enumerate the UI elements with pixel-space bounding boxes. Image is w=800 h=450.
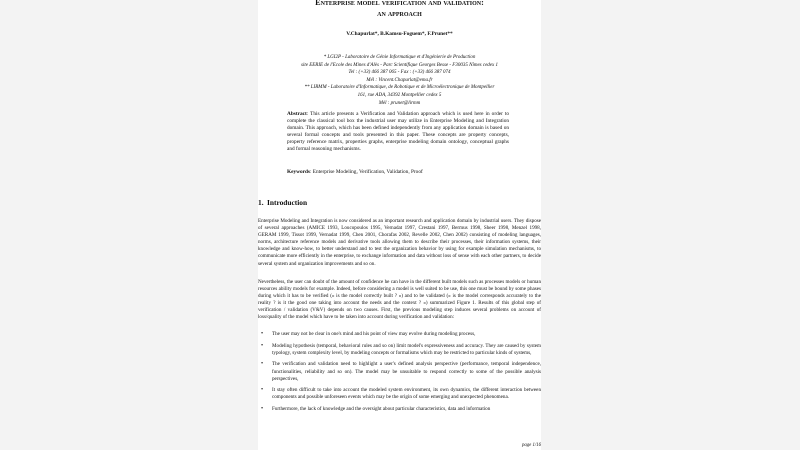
affiliation-line: * LGI2P - Laboratoire de Génie Informatique et d'Ingénierie de Production — [323, 55, 476, 60]
section-title: Introduction — [267, 198, 308, 207]
abstract — [287, 111, 509, 154]
abstract-label: Abstract — [287, 111, 307, 117]
affiliation-line: ** LIRMM - Laboratoire d'Informatique, de Robotique et de Microélectronique de Montpellier — [304, 85, 495, 91]
list-item — [258, 406, 541, 413]
page-number: page 1/16 — [521, 443, 541, 448]
bullet-icon: • — [261, 361, 264, 368]
bullet-icon: • — [261, 331, 264, 337]
authors: V.Chapurlat*, B.Kamsu-Foguem*, F.Prunet** — [346, 31, 453, 37]
affiliation-line: Mél : Vincent.Chapurlat@ema.fr — [366, 77, 433, 83]
list-item — [258, 331, 541, 338]
title-line-2: an approach — [377, 9, 422, 18]
bullet-icon: • — [261, 342, 264, 349]
intro-paragraph-2: Nevertheless, the user can doubt of the amount of confidence he can have in the different built models such as processes models or human resources ability models for example. Indeed, before considering a model is well suited to be use, this one must be bound by some phases during which it has to be verified (« is the model correctly built ? ») and to be validated (« is the model corresponds accurately to the reality ? is it the good one taking into account the needs and the context ? ») summarized Figure 1. Results of this global step of verification / validation (V&V) depends on two causes. First, the previous modeling step induces several problems on account of loss/quality of the model which have to be taken into account during verification and validation: — [258, 279, 541, 321]
affiliations — [258, 54, 541, 107]
list-item — [258, 361, 541, 382]
abstract-text: : This article presents a Verification and Validation approach which is used here in order to complete the classical tool box the industrial user may utilize in Enterprise Modeling and Integration domain. This approach, which has been defined independently from any application domain is based on several formal concepts and tools presented in this paper. These concepts are property concepts, property reference matrix, properties graphs, enterprise modeling domain ontology, conceptual graphs and formal reasoning mechanisms. — [287, 111, 509, 153]
list-item-text: Modeling hypothesis (temporal, behavioral rules and so on) limit model's expressiveness and accuracy. They are caused by system typology, system complexity level, by modeling concepts or formalisms which may be restricted to particular kinds of systems, — [272, 342, 541, 356]
affiliation-line: Tel : (+33) 466 387 065 - Fax : (+33) 466 387 074 — [348, 70, 451, 76]
section-number: 1. — [258, 198, 264, 207]
paper-title — [258, 0, 541, 19]
list-item-text: The user may not be clear in one's mind and his point of view may evolve during modeling process, — [272, 331, 476, 337]
bullet-icon: • — [261, 406, 264, 413]
title-line-1: Enterprise model verification and validation: — [315, 0, 484, 7]
list-item-text: Furthermore, the lack of knowledge and the oversight about particular characteristics, data and information — [272, 406, 491, 413]
list-item — [258, 343, 541, 357]
affiliation-line: site EERIE de l'Ecole des Mines d'Alès - Parc Scientifique Georges Besse - F30035 Nîmes cedex 1 — [301, 62, 498, 68]
affiliation-line: Mél : prunet@lirmm — [378, 100, 421, 106]
affiliation-line: 161, rue ADA, 34392 Montpellier cedex 5 — [357, 92, 442, 98]
problem-list — [258, 331, 541, 418]
list-item-text: The verification and validation need to highlight a user's defined analysis perspective (performance, temporal independence, functionalities, reliability and so on). The model may be unsuitable to respond correctly to some of the possible analysis perspectives, — [272, 361, 541, 382]
list-item-text: It stay often difficult to take into account the modeled system environment, its own dynamics, the different interaction between components and possible unforeseen events which may be the origin of some emerging and unexpected phenomena. — [272, 387, 541, 401]
keywords-text: : Enterprise Modeling, Verification, Validation, Proof — [309, 169, 423, 175]
paper-page — [258, 0, 541, 450]
bullet-icon: • — [261, 387, 264, 394]
keywords-label: Keywords — [287, 169, 310, 175]
list-item — [258, 387, 541, 401]
intro-paragraph-1: Enterprise Modeling and Integration is now considered as an important research and application domain by industrial users. They dispose of several approaches (AMICE 1993, Loucopoulos 1995, Vernadat 1997, Crestani 1997, Bermus 1998, Sheer 1998, Menzel 1998, GERAM 1999, Tissot 1999, Vernadat 1999, Chen 2001, Chorafas 2002, Revelle 2002, Chen 2002) consisting of modeling languages, norms, architecture reference models and derivative tools allowing them to describe their processes, their information systems, their knowledge and know-how, to better understand and to test the organization behavior by using for example simulation mechanisms, to communicate more efficiently in the enterprise, to exchange information and data without loss of sense with each other partners, to decide several system and organization improvements and so on. — [258, 218, 541, 267]
section-heading — [258, 198, 307, 207]
keywords — [287, 169, 509, 175]
